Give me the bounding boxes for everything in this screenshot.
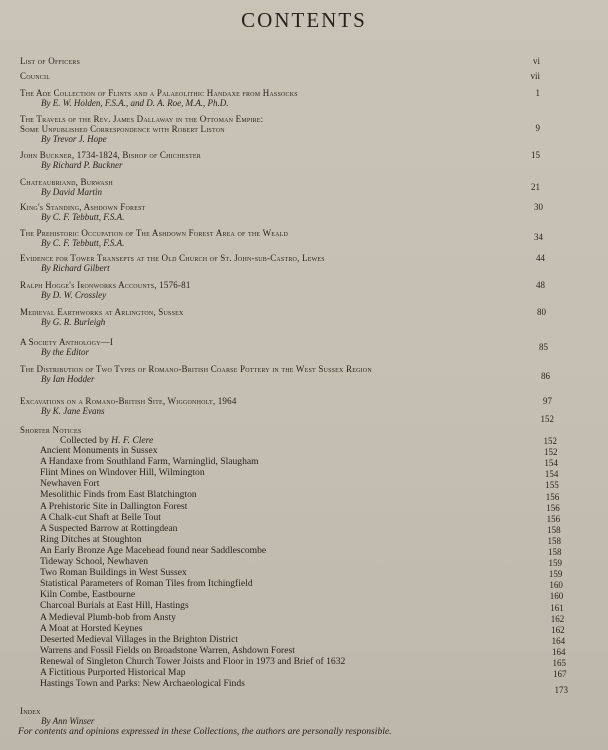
entry-title: King's Standing, Ashdown Forest <box>20 202 146 212</box>
notice-page-number: 158 <box>548 547 562 557</box>
notice-page-number: 159 <box>548 558 562 569</box>
entry-page-number: 9 <box>535 123 540 133</box>
entry-title: List of Officers <box>20 56 81 66</box>
entry-title: Medieval Earthworks at Arlington, Sussex <box>20 307 184 317</box>
notice-item: A Moat at Horsted Keynes <box>40 622 143 634</box>
notice-item: An Early Bronze Age Macehead found near Saddlescombe <box>40 544 267 556</box>
notice-page-number: 164 <box>551 635 566 646</box>
entry-page-number: 34 <box>534 232 543 242</box>
notice-page-number: 165 <box>552 658 566 668</box>
notice-page-number: 160 <box>549 580 563 591</box>
collected-by-prefix: Collected by <box>60 435 109 446</box>
entry-author: By C. F. Tebbutt, F.S.A. <box>41 238 125 248</box>
entry-title: John Buckner, 1734-1824, Bishop of Chichester <box>20 150 201 160</box>
contents-entry <box>20 150 580 170</box>
notice-item: Kiln Combe, Eastbourne <box>40 589 136 601</box>
notice-item: Ancient Monuments in Sussex <box>40 445 158 456</box>
contents-entry <box>20 177 580 197</box>
entry-title: Ralph Hogge's Ironworks Accounts, 1576-81 <box>20 280 191 290</box>
entry-author: By Ian Hodder <box>41 374 95 384</box>
notice-page-number: 154 <box>544 469 559 480</box>
notice-extra-page-number: 173 <box>554 685 568 695</box>
notice-item: A Prehistoric Site in Dallington Forest <box>40 500 188 512</box>
entry-title: The Distribution of Two Types of Romano-British Coarse Pottery in the West Sussex Region <box>20 364 372 374</box>
notice-page-number: 162 <box>550 613 565 624</box>
notice-item: Statistical Parameters of Roman Tiles from Itchingfield <box>40 578 253 590</box>
contents-entry <box>20 364 580 384</box>
entry-page-number: 85 <box>539 342 548 352</box>
notice-item: A Suspected Barrow at Rottingdean <box>40 522 178 534</box>
entry-page-number: 44 <box>536 253 545 263</box>
notice-item: A Chalk-cut Shaft at Belle Tout <box>40 511 161 523</box>
entry-title: The Travels of the Rev. James Dallaway in the Ottoman Empire: <box>20 114 264 124</box>
entry-page-number: 97 <box>543 396 552 406</box>
notice-item: Warrens and Fossil Fields on Broadstone Warren, Ashdown Forest <box>40 644 295 656</box>
contents-entry <box>20 337 580 357</box>
contents-entry <box>20 114 580 144</box>
notice-page-number: 156 <box>546 513 561 524</box>
notice-page-number: 158 <box>547 524 561 535</box>
entry-page-number: vi <box>532 56 540 66</box>
entry-author: By D. W. Crossley <box>41 290 107 300</box>
entry-page-number: 86 <box>541 371 550 381</box>
shorter-notices-heading: Shorter Notices <box>20 425 82 435</box>
contents-entry <box>20 228 580 248</box>
index-title: Index <box>20 706 41 716</box>
notice-page-number: 161 <box>550 602 564 613</box>
contents-entry <box>20 71 580 81</box>
entry-title: A Society Anthology—I <box>20 337 114 347</box>
entry-author: By Trevor J. Hope <box>41 134 107 144</box>
notice-page-number: 158 <box>547 535 561 546</box>
entry-author: By Richard P. Buckner <box>41 160 123 170</box>
notice-item: Ring Ditches at Stoughton <box>40 533 142 545</box>
contents-entry <box>20 396 580 416</box>
entry-page-number: vii <box>530 71 540 81</box>
entry-title: The Prehistoric Occupation of The Ashdown Forest Area of the Weald <box>20 228 289 238</box>
contents-entry <box>20 202 580 222</box>
notice-page-number: 154 <box>544 458 558 469</box>
shorter-notices-page-number: 152 <box>540 414 554 424</box>
notice-page-number: 155 <box>545 480 559 491</box>
entry-title: Excavations on a Romano-British Site, Wiggonholt, 1964 <box>20 396 237 406</box>
entry-page-number: 21 <box>531 182 540 192</box>
entry-author: By E. W. Holden, F.S.A., and D. A. Roe, M.A., Ph.D. <box>41 98 229 108</box>
entry-author: By C. F. Tebbutt, F.S.A. <box>41 212 125 222</box>
notice-page-number: 162 <box>551 624 565 635</box>
entry-page-number: 80 <box>537 307 546 317</box>
entry-page-number: 15 <box>531 150 540 160</box>
entry-title: Evidence for Tower Transepts at the Old Church of St. John-sub-Castro, Lewes <box>20 253 325 263</box>
notice-item: Tideway School, Newhaven <box>40 556 149 567</box>
entry-page-number: 48 <box>536 280 545 290</box>
entry-page-number: 1 <box>535 88 540 98</box>
notice-item: Newhaven Fort <box>40 478 100 490</box>
contents-entry <box>20 280 580 300</box>
contents-entry <box>20 88 580 108</box>
notice-item: Mesolithic Finds from East Blatchington <box>40 489 197 501</box>
notice-item: Hastings Town and Parks: New Archaeological Finds <box>40 678 245 690</box>
entry-author: By Richard Gilbert <box>41 263 110 273</box>
notice-item: Two Roman Buildings in West Sussex <box>40 567 187 579</box>
notice-item: A Fictitious Purported Historical Map <box>40 667 186 678</box>
contents-entry <box>20 253 580 273</box>
notice-page-number: 152 <box>544 447 558 458</box>
entry-title: Council <box>20 71 51 81</box>
notice-item: A Medieval Plumb-bob from Ansty <box>40 611 176 623</box>
notice-page-number: 159 <box>548 569 563 580</box>
page-title: CONTENTS <box>241 8 367 32</box>
index-author: By Ann Winser <box>41 716 95 726</box>
entry-author: By K. Jane Evans <box>41 406 105 416</box>
collected-by-name: H. F. Clere <box>111 435 154 446</box>
contents-entry <box>20 56 580 66</box>
notice-item: Renewal of Singleton Church Tower Joists and Floor in 1973 and Brief of 1632 <box>40 655 346 667</box>
entry-title-continued: Some Unpublished Correspondence with Robert Liston <box>20 124 225 134</box>
entry-title: Chateaubriand, Burwash <box>20 177 113 187</box>
entry-author: By David Martin <box>41 187 102 197</box>
notice-page-number: 156 <box>546 502 560 513</box>
notice-page-number: 160 <box>549 591 564 602</box>
notice-page-number: 156 <box>545 491 560 502</box>
contents-entry <box>20 307 580 327</box>
index-entry <box>20 706 580 726</box>
notice-item: Deserted Medieval Villages in the Brighton District <box>40 633 239 645</box>
notice-page-number: 164 <box>552 646 566 657</box>
notice-item: Flint Mines on Windover Hill, Wilmington <box>40 467 205 479</box>
entry-author: By G. R. Burleigh <box>41 317 106 327</box>
notice-item: A Handaxe from Southland Farm, Warninglid, Slaugham <box>40 456 259 468</box>
notice-page-number: 152 <box>543 436 557 446</box>
entry-author: By the Editor <box>41 347 89 357</box>
notice-page-number: 167 <box>553 669 567 680</box>
notice-item: Charcoal Burials at East Hill, Hastings <box>40 600 189 612</box>
entry-page-number: 30 <box>534 202 543 212</box>
footer-note: For contents and opinions expressed in these Collections, the authors are personally responsible. <box>18 726 392 737</box>
entry-title: The Ade Collection of Flints and a Palaeolithic Handaxe from Hassocks <box>20 88 298 98</box>
